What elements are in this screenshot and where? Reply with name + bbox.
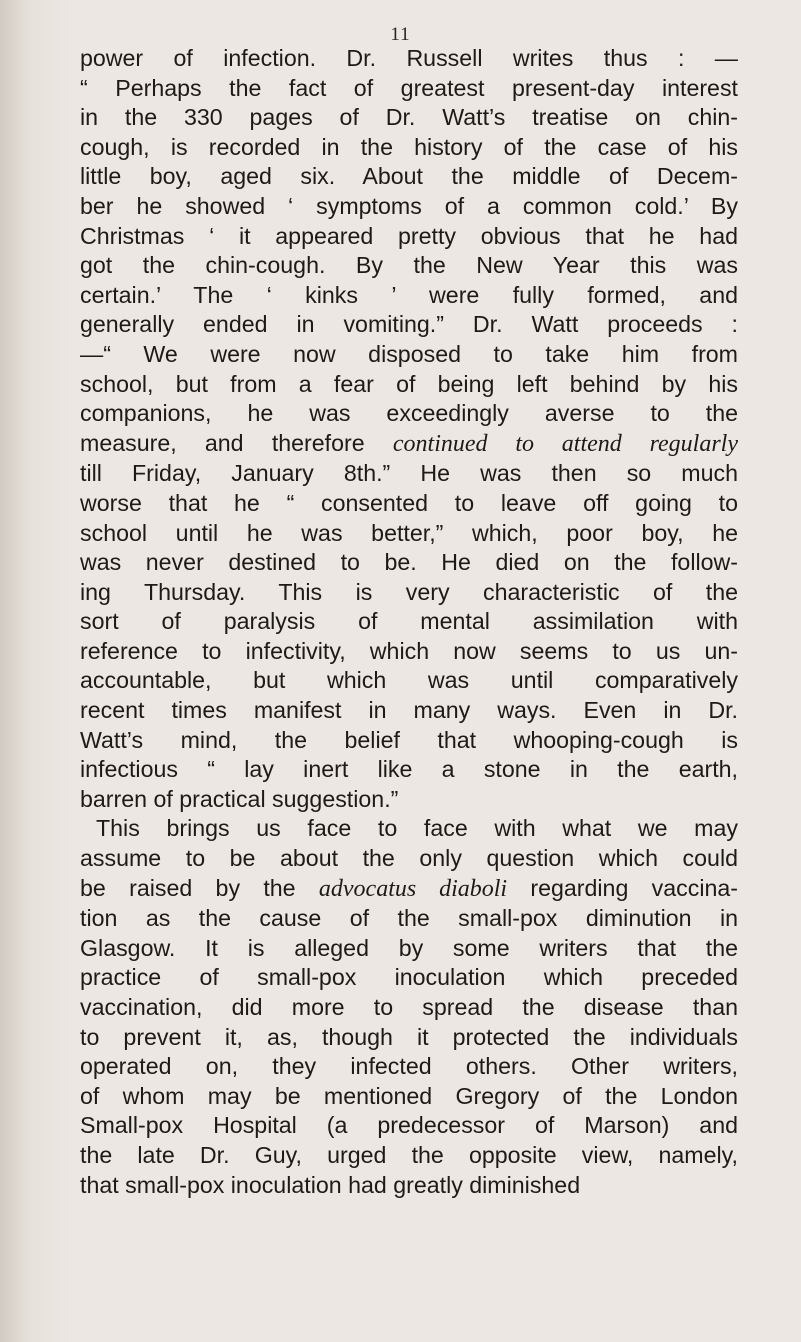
- text-line: infectious “ lay inert like a stone in the earth,: [80, 756, 738, 783]
- text-line: the late Dr. Guy, urged the opposite view, namely,: [80, 1141, 738, 1168]
- text-line: This brings us face to face with what we may: [96, 815, 738, 842]
- page-number: 11: [390, 24, 411, 45]
- text-line: was never destined to be. He died on the follow-: [80, 549, 738, 576]
- text-line: generally ended in vomiting.” Dr. Watt proceeds :: [80, 311, 738, 338]
- text-line: power of infection. Dr. Russell writes thus : —: [80, 45, 738, 71]
- text-line: cough, is recorded in the history of the case of his: [80, 133, 738, 160]
- text-line: —“ We were now disposed to take him from: [80, 340, 738, 367]
- italic-phrase: advocatus diaboli: [318, 875, 508, 902]
- italic-phrase: continued to attend regularly: [392, 430, 738, 457]
- text-line: till Friday, January 8th.” He was then so much: [80, 460, 738, 487]
- text-line-mixed: [80, 429, 738, 460]
- text-line: vaccination, did more to spread the disease than: [80, 994, 738, 1020]
- text-line: assume to be about the only question which could: [80, 845, 738, 872]
- text-line: certain.’ The ‘ kinks ’ were fully formed, and: [80, 281, 738, 308]
- text-run: measure, and therefore: [80, 429, 393, 456]
- text-line: ber he showed ‘ symptoms of a common cold.’ By: [80, 192, 738, 219]
- text-line: little boy, aged six. About the middle of Decem-: [80, 163, 738, 190]
- text-run: be raised by the: [80, 874, 319, 901]
- text-line: barren of practical suggestion.”: [80, 785, 399, 812]
- text-line: ing Thursday. This is very characteristic of the: [80, 578, 738, 605]
- text-line: accountable, but which was until comparatively: [80, 667, 738, 694]
- text-line: tion as the cause of the small-pox diminution in: [80, 905, 738, 932]
- text-line: school until he was better,” which, poor boy, he: [80, 519, 738, 546]
- text-line-mixed: [80, 874, 738, 905]
- body-text: [80, 44, 738, 1200]
- text-line: practice of small-pox inoculation which preceded: [80, 964, 738, 991]
- text-line: of whom may be mentioned Gregory of the London: [80, 1082, 738, 1109]
- text-line: reference to infectivity, which now seems to us un-: [80, 637, 738, 664]
- text-line: companions, he was exceedingly averse to the: [80, 400, 738, 427]
- text-line: in the 330 pages of Dr. Watt’s treatise on chin-: [80, 104, 738, 131]
- text-line: sort of paralysis of mental assimilation with: [80, 608, 738, 635]
- text-line: operated on, they infected others. Other writers,: [80, 1053, 738, 1080]
- text-line: “ Perhaps the fact of greatest present-day interest: [80, 74, 738, 101]
- text-line: that small-pox inoculation had greatly diminished: [80, 1171, 581, 1198]
- text-line: recent times manifest in many ways. Even in Dr.: [80, 697, 738, 724]
- text-line: school, but from a fear of being left behind by his: [80, 370, 738, 397]
- text-line: worse that he “ consented to leave off going to: [80, 489, 738, 516]
- text-line: Watt’s mind, the belief that whooping-cough is: [80, 726, 738, 753]
- text-line: to prevent it, as, though it protected the individuals: [80, 1023, 738, 1050]
- text-run: regarding vaccina-: [507, 874, 738, 901]
- text-line: Christmas ‘ it appeared pretty obvious that he had: [80, 222, 738, 249]
- text-line: got the chin-cough. By the New Year this was: [80, 252, 738, 279]
- text-line: Small-pox Hospital (a predecessor of Marson) and: [80, 1112, 738, 1139]
- text-line: Glasgow. It is alleged by some writers that the: [80, 934, 738, 961]
